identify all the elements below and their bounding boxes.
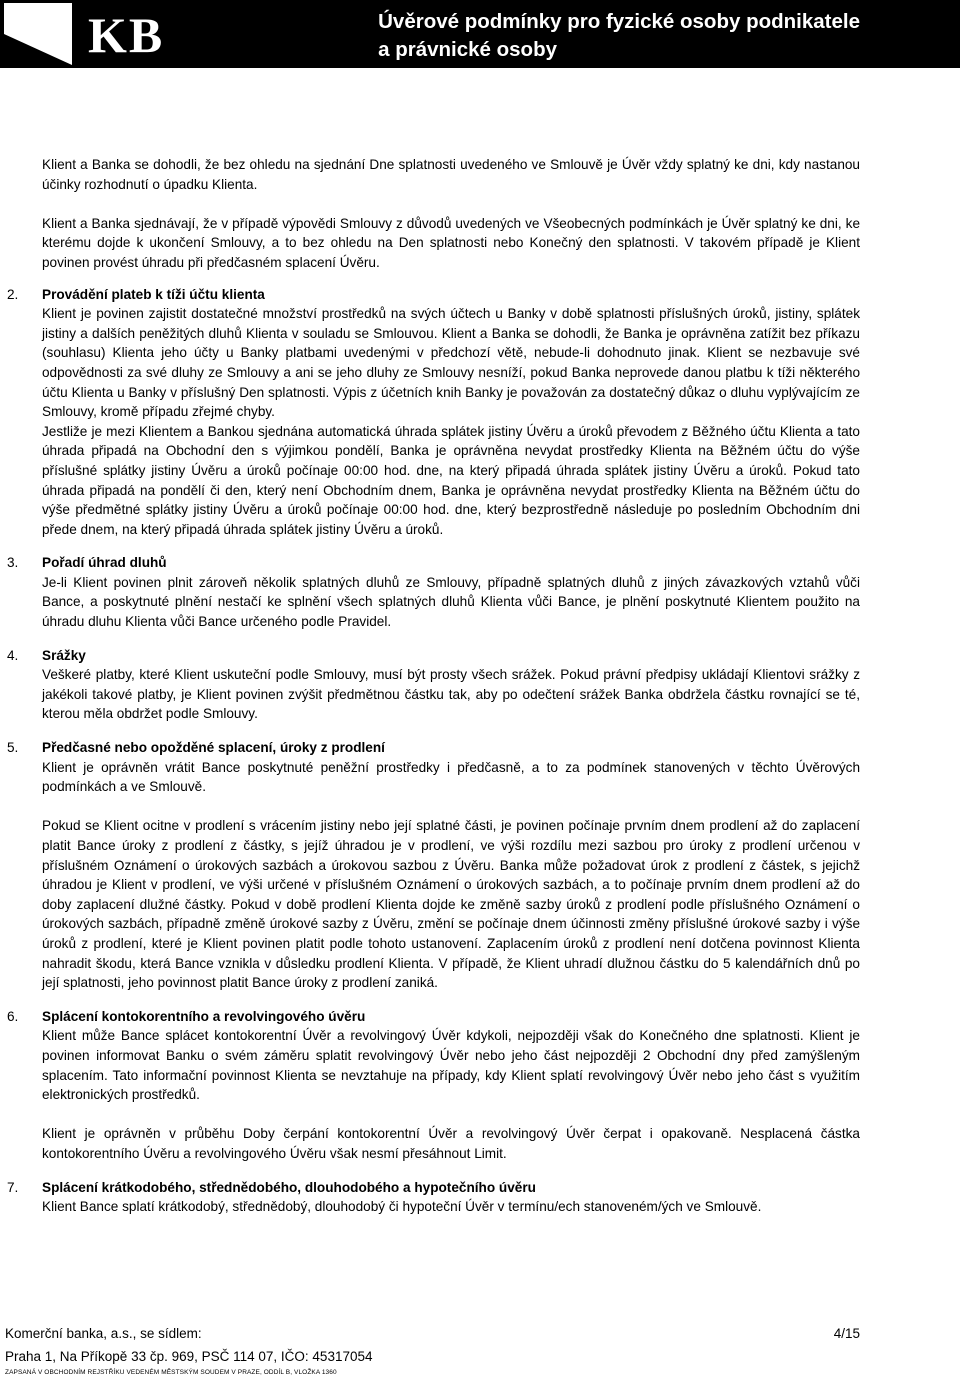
section-title: Splácení krátkodobého, střednědobého, dlouhodobého a hypotečního úvěru [42,1179,536,1195]
section-5 [7,738,860,993]
footer-registry: ZAPSANÁ V OBCHODNÍM REJSTŘÍKU VEDENÉM MĚSTSKÝM SOUDEM V PRAZE, ODDÍL B, VLOŽKA 1360 [5,1369,337,1376]
section-title: Srážky [42,647,86,663]
section-3 [7,553,860,631]
kb-logo-mark [4,3,72,65]
section-paragraph: Klient může Bance splácet kontokorentní Úvěr a revolvingový Úvěr kdykoli, nejpozději však do Konečného dne splatnosti. Klient je povinen informovat Banku o svém záměru splatit revolvingový Úvěr nebo jeho část nejpozději 2 Obchodní dny před zamýšleným splacením. Tato informační povinnost Klienta se nevztahuje na případy, kdy Klient splatí revolvingový Úvěr nebo jeho část s využitím elektronických prostředků. [42,1028,860,1103]
section-number: 7. [7,1179,19,1195]
intro-paragraph-2: Klient a Banka sjednávají, že v případě výpovědi Smlouvy z důvodů uvedených ve Všeobecných podmínkách je Úvěr splatný ke dni, ke kterému dojde k ukončení Smlouvy, a to bez ohledu na Den splatnosti nebo Konečný den splatnosti. V takovém případě je Klient povinen provést úhradu při předčasném splacení Úvěru. [42,215,860,270]
section-title: Splácení kontokorentního a revolvingového úvěru [42,1008,366,1024]
kb-logo-text: KB [88,7,165,63]
section-number: 4. [7,647,19,663]
section-number: 3. [7,555,19,571]
section-number: 2. [7,286,19,302]
section-paragraph: Pokud se Klient ocitne v prodlení s vrácením jistiny nebo její splatné části, je povinen počínaje prvním dnem prodlení až do zaplacení platit Bance úroky z prodlení z částky, s jejíž úhradou je v prodlení, ve výši rozdílu mezi sazbou pro úroky z prodlení určenou v příslušném Oznámení o úrokových sazbách a úrokovou sazbou z Úvěru. Banka může požadovat úrok z prodlení z částek, s jejichž úhradou je Klient v prodlení, ve výši určené v příslušném Oznámení o úrokových sazbách, a to počínaje prvním dnem prodlení až do doby zaplacení dlužné částky. Pokud v době prodlení Klienta dojde ke změně sazby úroků z prodlení podle příslušného Oznámení o úrokových sazbách, případně změně úrokové sazby z Úvěru, změní se počínaje dnem účinnosti změny příslušné úrokové sazby i výše úroků z prodlení, které je Klient povinen platit podle tohoto ustanovení. Zaplacením úroků z prodlení není dotčena povinnost Klienta nahradit škodu, která Bance vznikla v důsledku prodlení Klienta. V případě, že Klient uhradí dlužnou částku do 5 kalendářních dnů po její splatnosti, jeho povinnost platit Bance úroky z prodlení zaniká. [42,818,860,991]
section-title: Pořadí úhrad dluhů [42,555,167,571]
document-body [7,155,860,1217]
intro-paragraph-1: Klient a Banka se dohodli, že bez ohledu na sjednání Dne splatnosti uvedeného ve Smlouvě je Úvěr vždy splatný ke dni, kdy nastanou účinky rozhodnutí o úpadku Klienta. [42,157,860,192]
section-6 [7,1007,860,1164]
section-title: Předčasné nebo opožděné splacení, úroky z prodlení [42,740,385,756]
document-title [378,8,860,64]
section-paragraph: Klient Bance splatí krátkodobý, střednědobý, dlouhodobý či hypoteční Úvěr v termínu/ech stanoveném/ých ve Smlouvě. [42,1199,762,1215]
section-paragraph: Veškeré platby, které Klient uskuteční podle Smlouvy, musí být prosty všech srážek. Pokud právní předpisy ukládají Klientovi srážky z jakékoli takové platby, je Klient povinen zvýšit předmětnou částku tak, aby po odečtení srážek Banka obdržela částku rovnající se té, kterou měla obdržet podle Smlouvy. [42,667,860,722]
page-number: 4/15 [833,1326,860,1341]
page-header [0,0,960,68]
footer-address: Praha 1, Na Příkopě 33 čp. 969, PSČ 114 07, IČO: 45317054 [5,1349,373,1364]
section-number: 6. [7,1008,19,1024]
section-paragraph: Jestliže je mezi Klientem a Bankou sjednána automatická úhrada splátek jistiny Úvěru a úroků převodem z Běžného účtu Klienta a tato úhrada připadá na Obchodní den s výjimkou pondělí, Banka je oprávněna nevydat prostředky Klienta na Běžném účtu do výše příslušné splátky jistiny Úvěru a úroků počínaje 00:00 hod. dne, na který připadá úhrada splátek jistiny Úvěru a úroků. Pokud tato úhrada připadá na pondělí či den, který není Obchodním dnem, Banka je oprávněna nevydat prostředky Klienta na Běžném účtu do výše předmětné splátky jistiny Úvěru a úroků počínaje 00:00 hod. dne, který bezprostředně následuje po posledním Obchodním dni přede dnem, na který připadá úhrada splátek jistiny Úvěru a úroků. [42,423,860,537]
page-footer [5,1326,860,1376]
document-title-line1: Úvěrové podmínky pro fyzické osoby podnikatele [378,10,860,33]
section-paragraph: Je-li Klient povinen plnit zároveň několik splatných dluhů ze Smlouvy, případně splatných dluhů z jiných závazkových vztahů vůči Bance, a poskytnuté plnění nestačí ke splnění všech splatných dluhů Klienta vůči Bance, je plnění poskytnuté Klientem použito na úhradu dluhu Klienta vůči Bance určeného podle Pravidel. [42,574,860,630]
section-number: 5. [7,740,19,756]
section-7 [7,1178,860,1217]
section-paragraph: Klient je povinen zajistit dostatečné množství prostředků na svých účtech u Banky v době splatnosti příslušných úroků, jistiny, splátek jistiny a dalších peněžitých dluhů Klienta v souladu se Smlouvou. Klient a Banka se dohodli, že Banka je oprávněna zatížit bez příkazu (souhlasu) Klienta jeho účty u Banky platbami uvedenými v předchozí větě, nebude-li dohodnuto jinak. Klient se nezbavuje své odpovědnosti za své dluhy ze Smlouvy a ani se jeho dluhy ze Smlouvy nesníží, pokud Banka neprovede danou platbu k tíži některého účtu Klienta u Banky v příslušný Den splatnosti. Výpis z účetních knih Banky je považován za dostatečný důkaz o dluhu vyplývajícím ze Smlouvy, kromě případu zřejmé chyby. [42,306,860,420]
section-paragraph: Klient je oprávněn vrátit Bance poskytnuté peněžní prostředky i předčasně, a to za podmínek stanovených v těchto Úvěrových podmínkách a ve Smlouvě. [42,759,860,795]
section-4 [7,646,860,724]
sections-list [7,285,860,1217]
section-2 [7,285,860,540]
footer-company: Komerční banka, a.s., se sídlem: [5,1326,202,1341]
document-title-line2: a právnické osoby [378,38,557,61]
section-title: Provádění plateb k tíži účtu klienta [42,286,265,302]
section-paragraph: Klient je oprávněn v průběhu Doby čerpání kontokorentní Úvěr a revolvingový Úvěr čerpat i opakovaně. Nesplacená částka kontokorentního Úvěru a revolvingového Úvěru však nesmí přesáhnout Limit. [42,1126,860,1161]
